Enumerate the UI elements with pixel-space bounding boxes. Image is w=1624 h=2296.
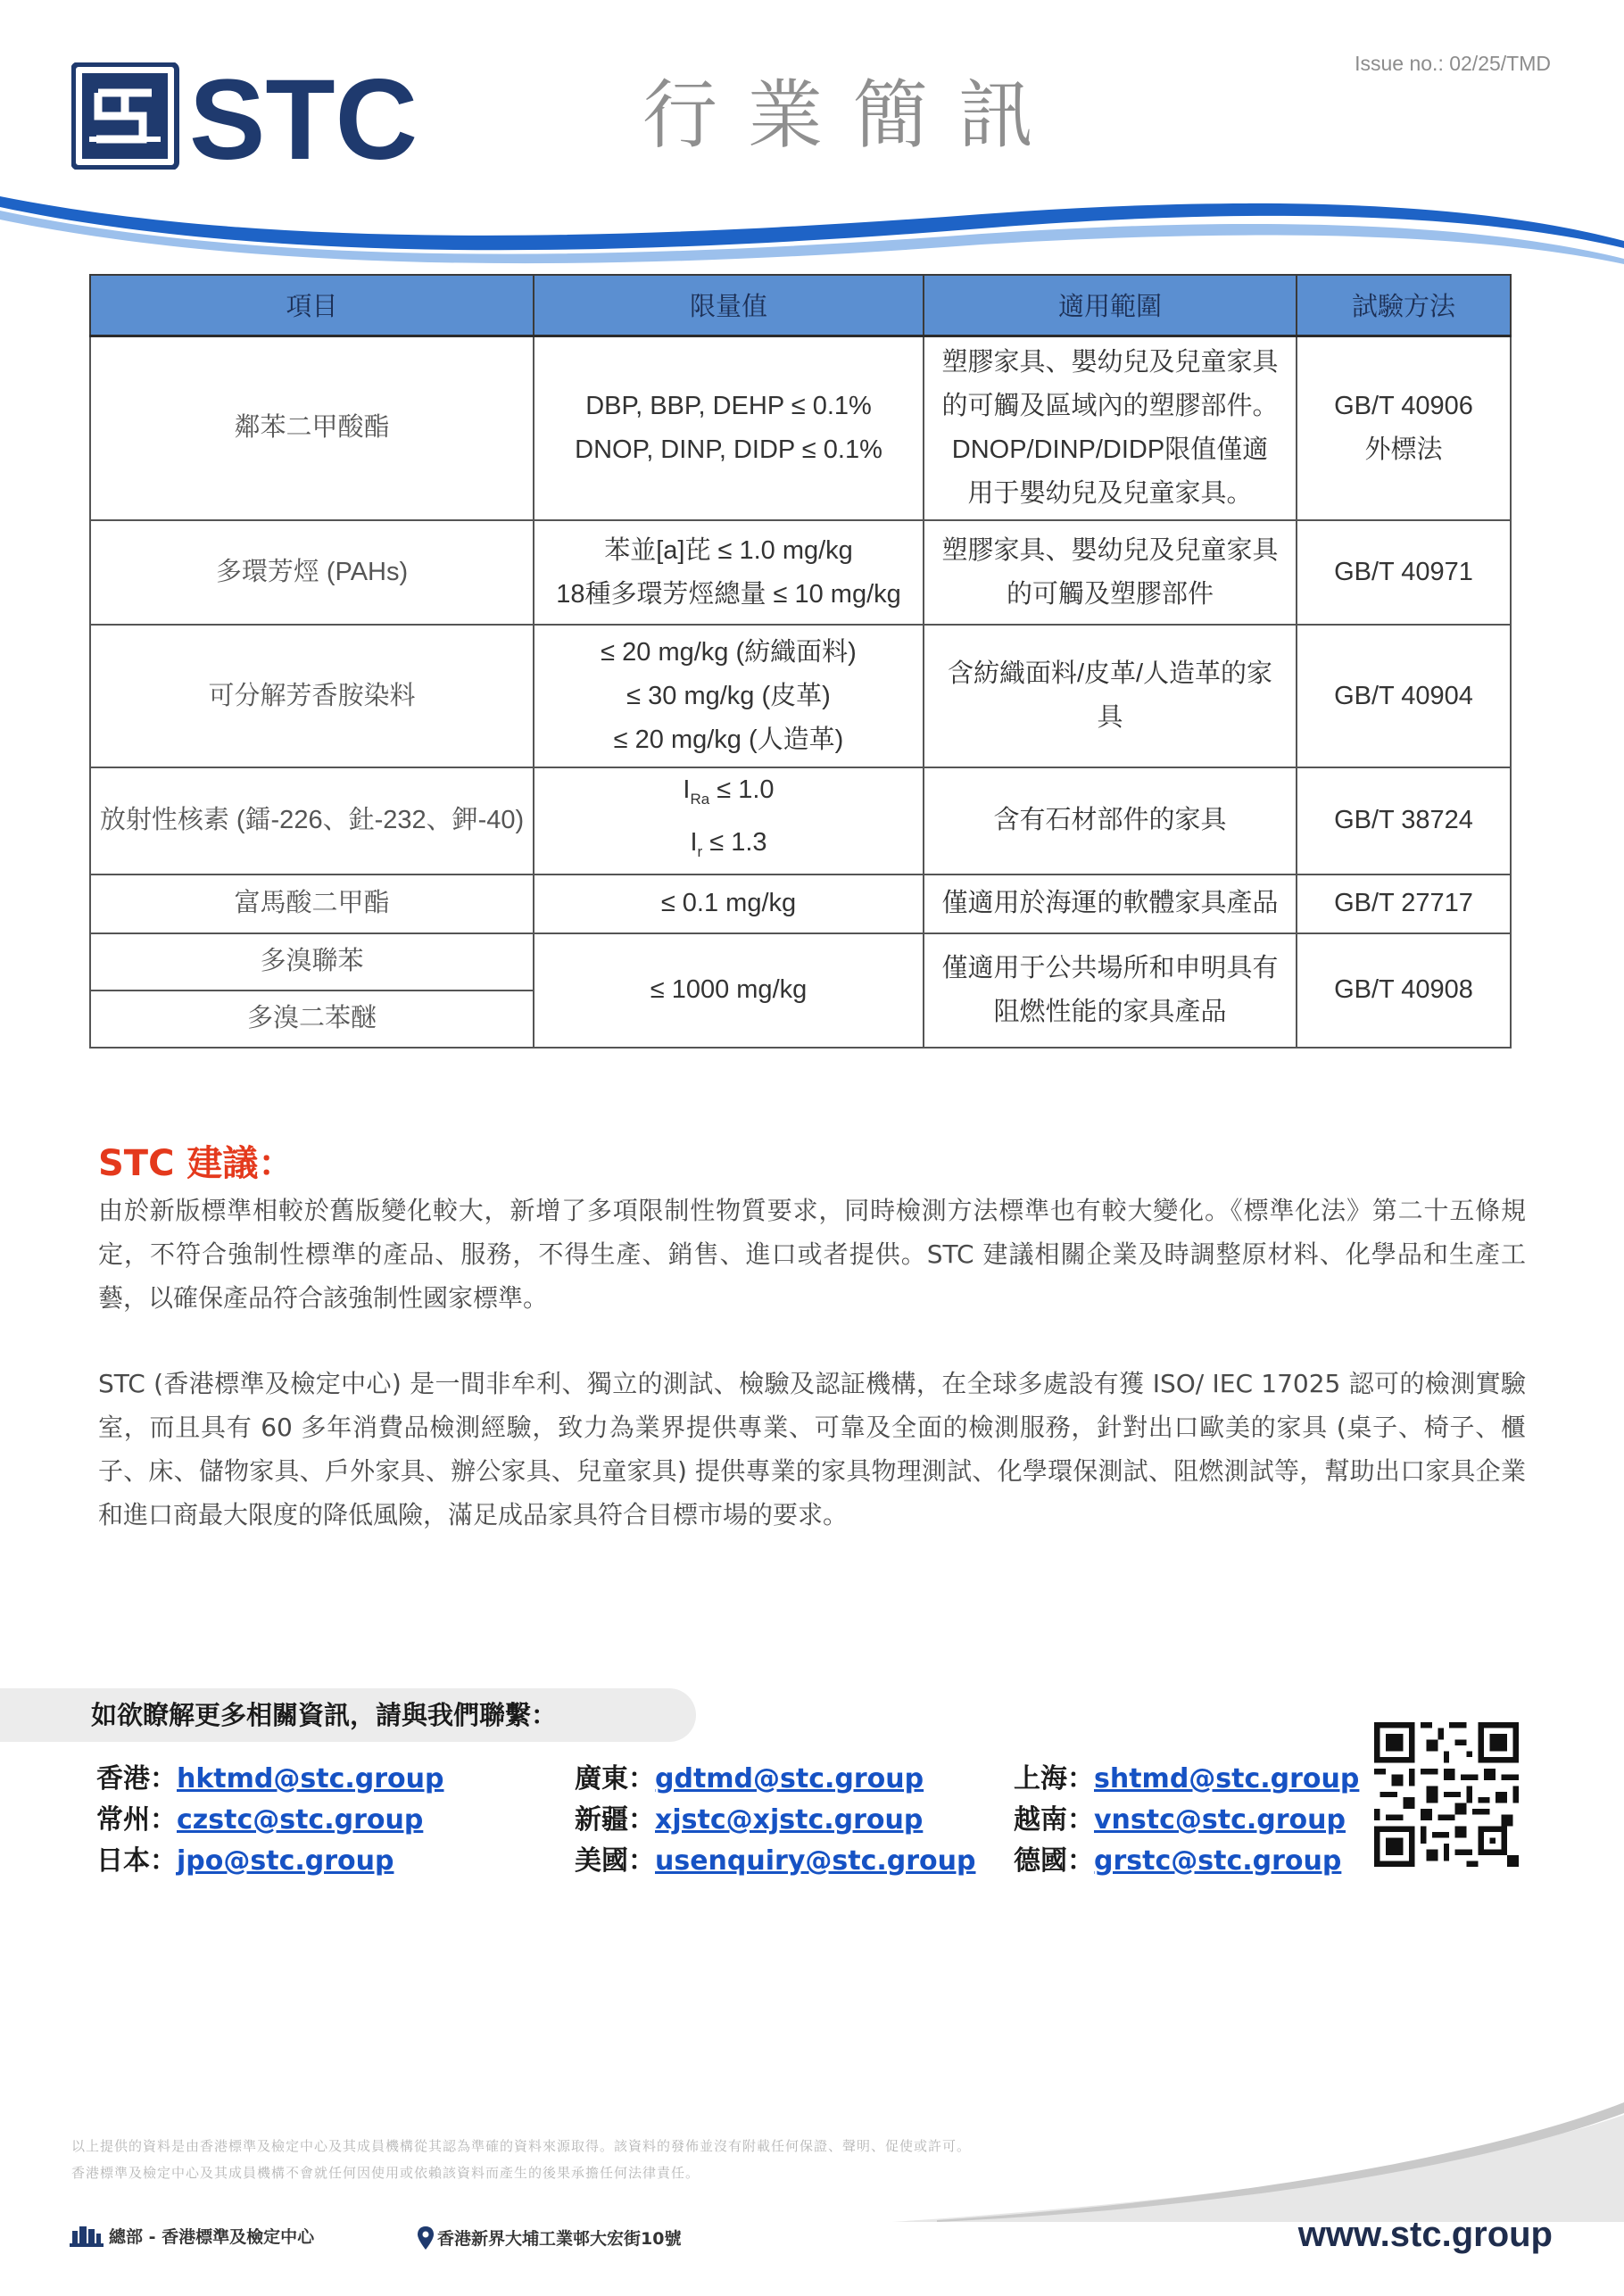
stc-logo xyxy=(71,62,464,170)
method-cell: GB/T 40971 xyxy=(1297,520,1511,625)
recommendation-paragraph: 由於新版標準相較於舊版變化較大，新增了多項限制性物質要求，同時檢測方法標準也有較大變化。《標準化法》第二十五條規定，不符合強制性標準的產品、服務，不得生產、銷售、進口或者提供。STC 建議相關企業及時調整原材料、化學品和生產工藝，以確保產品符合該強制性國家標準。 xyxy=(98,1196,1526,1313)
limit-line: 苯並[a]芘 ≤ 1.0 mg/kg xyxy=(604,535,853,565)
scope-line: 的可觸及區域內的塑膠部件。 xyxy=(941,391,1279,420)
email-link[interactable]: czstc@stc.group xyxy=(177,1804,424,1836)
table-row xyxy=(90,336,1511,520)
limit-line: DNOP, DINP, DIDP ≤ 0.1% xyxy=(575,435,882,464)
item-cell: 放射性核素 (鐳-226、釷-232、鉀-40) xyxy=(90,767,534,874)
document-title: 行業簡訊 xyxy=(642,71,1065,159)
limit-line: ≤ 20 mg/kg (人造革) xyxy=(613,725,844,754)
table-row xyxy=(90,767,1511,874)
limit-cell xyxy=(534,520,924,625)
email-link[interactable]: gdtmd@stc.group xyxy=(655,1763,924,1795)
scope-cell xyxy=(924,520,1297,625)
limit-cell xyxy=(534,767,924,874)
item-cell: 富馬酸二甲酯 xyxy=(90,874,534,933)
contact-hongkong: 香港：hktmd@stc.group xyxy=(96,1763,444,1795)
scope-line: DNOP/DINP/DIDP限值僅適 xyxy=(951,435,1269,464)
email-link[interactable]: grstc@stc.group xyxy=(1094,1845,1342,1877)
limit-line: $I_{Ra} \le 1.0$ xyxy=(683,775,775,808)
limit-cell: ≤ 1000 mg/kg xyxy=(534,933,924,1048)
method-cell xyxy=(1297,336,1511,520)
contact-title: 如欲瞭解更多相關資訊，請與我們聯繫： xyxy=(91,1700,558,1730)
email-link[interactable]: shtmd@stc.group xyxy=(1094,1763,1360,1795)
scope-line: 塑膠家具、嬰幼兒及兒童家具 xyxy=(941,535,1279,565)
recommendation-title: STC 建議： xyxy=(98,1143,294,1184)
scope-cell xyxy=(924,336,1297,520)
limit-line: DBP, BBP, DEHP ≤ 0.1% xyxy=(585,391,872,420)
email-link[interactable]: vnstc@stc.group xyxy=(1094,1804,1346,1836)
scope-line: 塑膠家具、嬰幼兒及兒童家具 xyxy=(941,347,1279,377)
email-link[interactable]: hktmd@stc.group xyxy=(177,1763,444,1795)
scope-line: 阻燃性能的家具產品 xyxy=(993,997,1227,1026)
scope-line: 含紡織面料/皮革/人造革的家 xyxy=(947,659,1273,688)
limit-line: ≤ 20 mg/kg (紡織面料) xyxy=(601,637,857,667)
disclaimer-line: 以上提供的資料是由香港標準及檢定中心及其成員機構從其認為準確的資料來源取得。該資料的發佈並沒有附載任何保證、聲明、促使或許可。 xyxy=(71,2138,972,2154)
method-cell: GB/T 38724 xyxy=(1297,767,1511,874)
restricted-substances-table xyxy=(89,274,1512,1049)
limit-cell xyxy=(534,625,924,767)
scope-line: 用于嬰幼兒及兒童家具。 xyxy=(967,478,1253,508)
table-header-row xyxy=(90,275,1511,336)
scope-line: 僅適用于公共場所和申明具有 xyxy=(941,953,1279,982)
scope-line: 的可觸及塑膠部件 xyxy=(1006,579,1214,609)
item-cell: 多溴聯苯 xyxy=(90,933,534,991)
method-line: GB/T 40906 xyxy=(1334,391,1473,420)
address: 香港新界大埔工業邨大宏街10號 xyxy=(418,2226,681,2250)
header-item: 項目 xyxy=(90,275,534,336)
item-cell: 可分解芳香胺染料 xyxy=(90,625,534,767)
email-link[interactable]: xjstc@xjstc.group xyxy=(655,1804,924,1836)
email-link[interactable]: usenquiry@stc.group xyxy=(655,1845,976,1877)
website-link[interactable]: www.stc.group xyxy=(1297,2215,1553,2254)
header-scope: 適用範圍 xyxy=(924,275,1297,336)
method-cell: GB/T 40904 xyxy=(1297,625,1511,767)
issue-number: Issue no.: 02/25/TMD xyxy=(1355,52,1551,75)
svg-text:STC: STC xyxy=(189,62,418,170)
location-pin-icon xyxy=(418,2226,434,2250)
contact-shanghai: 上海：shtmd@stc.group xyxy=(1014,1763,1360,1795)
disclaimer-line: 香港標準及檢定中心及其成員機構不會就任何因使用或依賴該資料而產生的後果承擔任何法律責任。 xyxy=(71,2165,700,2181)
method-cell: GB/T 40908 xyxy=(1297,933,1511,1048)
item-cell: 多環芳烴 (PAHs) xyxy=(90,520,534,625)
scope-line: 具 xyxy=(1097,703,1123,732)
scope-cell: 僅適用於海運的軟體家具產品 xyxy=(924,874,1297,933)
headquarters-label: 總部 - 香港標準及檢定中心 xyxy=(70,2224,314,2248)
header-method: 試驗方法 xyxy=(1297,275,1511,336)
limit-cell xyxy=(534,336,924,520)
qr-code-icon[interactable] xyxy=(1374,1722,1519,1867)
limit-line: ≤ 30 mg/kg (皮革) xyxy=(626,681,831,710)
scope-cell xyxy=(924,625,1297,767)
contact-changzhou: 常州：czstc@stc.group xyxy=(96,1804,424,1836)
method-line: 外標法 xyxy=(1364,435,1443,464)
item-cell: 鄰苯二甲酸酯 xyxy=(90,336,534,520)
contact-guangdong: 廣東：gdtmd@stc.group xyxy=(575,1763,924,1795)
contact-germany: 德國：grstc@stc.group xyxy=(1014,1845,1342,1877)
disclaimer xyxy=(71,2133,971,2186)
header-limit: 限量值 xyxy=(534,275,924,336)
contact-xinjiang: 新疆：xjstc@xjstc.group xyxy=(575,1804,924,1836)
scope-cell: 含有石材部件的家具 xyxy=(924,767,1297,874)
table-row xyxy=(90,520,1511,625)
limit-cell: ≤ 0.1 mg/kg xyxy=(534,874,924,933)
about-stc-paragraph: STC (香港標準及檢定中心) 是一間非牟利、獨立的測試、檢驗及認証機構，在全球多處設有獲 ISO/ IEC 17025 認可的檢測實驗室，而且具有 60 多年消費品檢測經驗，致力為業界提供專業、可靠及全面的檢測服務，針對出口歐美的家具 (桌子、椅子、櫃子、床、儲物家具、戶外家具、辦公家具、兒童家具) 提供專業的家具物理測試、化學環保測試、阻燃測試等，幫助出口家具企業和進口商最大限度的降低風險，滿足成品家具符合目標市場的要求。 xyxy=(98,1369,1526,1529)
header-swoosh xyxy=(0,178,1624,277)
scope-cell xyxy=(924,933,1297,1048)
limit-line: 18種多環芳烴總量 ≤ 10 mg/kg xyxy=(556,579,901,609)
method-cell: GB/T 27717 xyxy=(1297,874,1511,933)
table-row xyxy=(90,625,1511,767)
limit-line: $I_r \le 1.3$ xyxy=(690,827,767,860)
contact-japan: 日本：jpo@stc.group xyxy=(96,1845,394,1877)
building-icon xyxy=(70,2224,104,2247)
contact-usa: 美國：usenquiry@stc.group xyxy=(575,1845,976,1877)
contact-vietnam: 越南：vnstc@stc.group xyxy=(1014,1804,1346,1836)
email-link[interactable]: jpo@stc.group xyxy=(177,1845,394,1877)
table-row xyxy=(90,933,1511,991)
table-row xyxy=(90,874,1511,933)
item-cell: 多溴二苯醚 xyxy=(90,991,534,1048)
